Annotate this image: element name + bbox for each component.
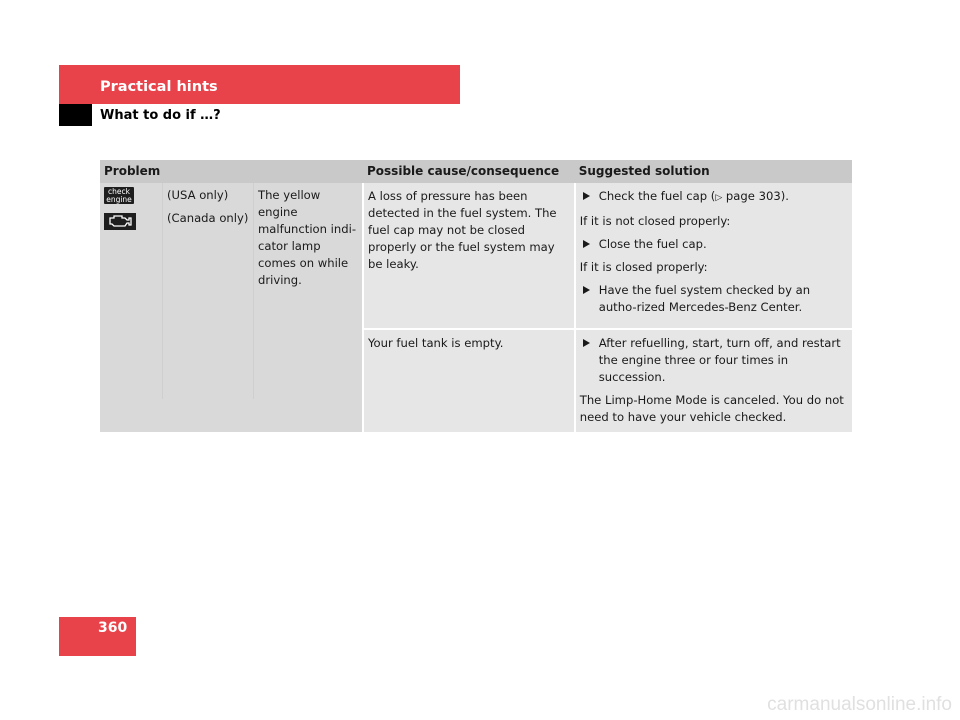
solution-step: Close the fuel cap. xyxy=(580,236,848,253)
solution-condition: If it is not closed properly: xyxy=(579,214,731,228)
header-problem: Problem xyxy=(100,160,363,183)
header-solution: Suggested solution xyxy=(575,160,852,183)
watermark: carmanualsonline.info xyxy=(767,694,952,715)
troubleshooting-table xyxy=(100,160,852,432)
solution-step: After refuelling, start, turn off, and restart the engine three or four times in succession. xyxy=(580,335,848,386)
solution-step: Check the fuel cap (▷ page 303). xyxy=(580,188,848,207)
engine-icon xyxy=(104,213,158,235)
problem-icons xyxy=(100,183,162,399)
problem-description: The yellow engine malfunction indi-cator lamp comes on while driving. xyxy=(253,183,362,399)
solution-step: Have the fuel system checked by an autho-rized Mercedes-Benz Center. xyxy=(580,282,848,316)
cause-cell: Your fuel tank is empty. xyxy=(363,329,575,432)
problem-cell xyxy=(100,183,363,432)
table-header-row xyxy=(100,160,852,183)
table-row xyxy=(100,183,852,329)
header-cause: Possible cause/consequence xyxy=(363,160,575,183)
section-title: Practical hints xyxy=(100,79,218,95)
page-ref-icon: ▷ xyxy=(715,193,723,203)
cause-cell: A loss of pressure has been detected in the fuel system. The fuel cap may not be closed properly or the fuel system may be leaky. xyxy=(363,183,575,329)
region-canada: (Canada only) xyxy=(167,211,249,225)
page-number: 360 xyxy=(98,620,128,636)
solution-note: The Limp-Home Mode is canceled. You do not need to have your vehicle checked. xyxy=(579,393,844,424)
page-subtitle: What to do if …? xyxy=(100,108,221,123)
problem-regions xyxy=(162,183,253,399)
check-engine-icon: check engine xyxy=(104,187,134,204)
region-usa: (USA only) xyxy=(167,188,229,202)
solution-cell xyxy=(575,183,852,329)
section-tab-marker xyxy=(59,104,92,126)
solution-cell xyxy=(575,329,852,432)
solution-condition: If it is closed properly: xyxy=(579,260,708,274)
